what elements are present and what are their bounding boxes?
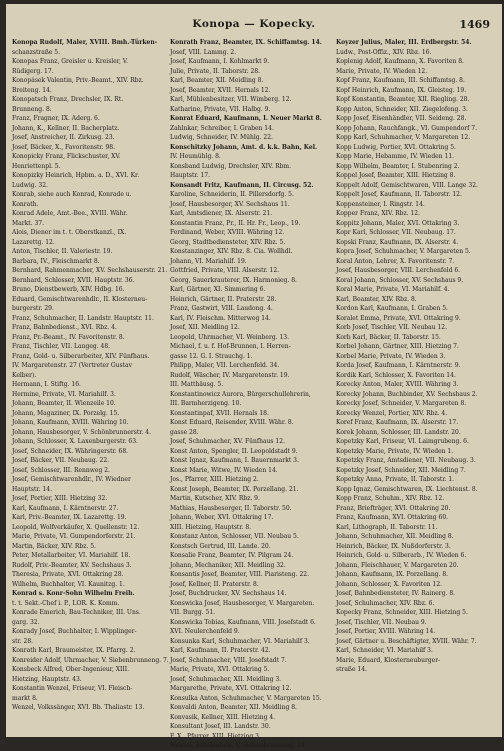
column-1 bbox=[12, 38, 169, 713]
directory-entry: Wilhelm, Buchhalter, VI. Kaunitzg. 1. bbox=[12, 580, 125, 588]
directory-entry: Josef, Gemischtwarenhdlr., IV. Wiedner bbox=[12, 476, 131, 483]
directory-entry: Franz, Schuhmacher, II. Landstr. Hauptstr. 11. bbox=[12, 314, 154, 322]
directory-entry: F. X., Pfarrer, XIII. Hietzing 3. bbox=[170, 732, 261, 740]
directory-entry: Kordon Karl, Kaufmann, I. Graben 5. bbox=[336, 305, 448, 312]
directory-entry: Wenzel, Volkssänger, XVI. Bb. Thaliastr. 13. bbox=[12, 704, 145, 711]
directory-entry: Konswicka Tobias, Kaufmann, VIII. Josefstadt 6. bbox=[170, 618, 316, 626]
directory-entry: Johann, Kaufmann, XVIII. Währing 10. bbox=[12, 419, 129, 426]
directory-entry: Konrath. bbox=[12, 200, 39, 208]
directory-entry: Rudolf, Wäscher, IV. Margaretenstr. 19. bbox=[170, 371, 290, 379]
directory-entry: Margarethe, Private, XVI. Ottakring 12. bbox=[170, 685, 292, 692]
directory-entry: VII. Burgg. 51. bbox=[170, 609, 216, 616]
directory-entry: Mathias, Hausbesorger, II. Taborstr. 50. bbox=[170, 504, 292, 512]
directory-entry: Kopf Heinrich, Kaufmann, IX. Gleisteg. 19. bbox=[336, 86, 467, 94]
directory-entry: Josef, Portier, XIII. Hietzing 32. bbox=[12, 495, 108, 502]
directory-entry: Konvasik, Kellner, XIII. Hietzing 4. bbox=[170, 713, 276, 721]
directory-entry: gasse 12. G. I. Strauchg. 1. bbox=[170, 352, 253, 360]
directory-entry: Philipp, Maler, VII. Lerchenfeld. 34. bbox=[170, 362, 280, 369]
directory-entry: Kordik Karl, Schlosser, X. Favoriten 14. bbox=[336, 371, 456, 379]
directory-entry: markt 8. bbox=[12, 694, 38, 702]
directory-entry: Josef, Kellner, II. Praterstr. 8. bbox=[170, 580, 259, 588]
directory-entry: XVI. Neulerchenfeld 9. bbox=[170, 628, 240, 635]
directory-entry: Korek Johann, Schlosser, III. Landstr. 20. bbox=[336, 428, 461, 436]
directory-entry: Konopas Franz, Greisler u. Kreisler, V. bbox=[12, 58, 128, 65]
directory-entry: Konsalie Franz, Beamter, IV. Pilgram 24. bbox=[170, 552, 294, 559]
directory-entry: Kopetzky Anna, Private, II. Taborstr. 1. bbox=[336, 476, 455, 483]
directory-entry: Josef, Schuhmacher, VIII. Josefstadt 7. bbox=[170, 656, 287, 664]
directory-entry: Koplenig Adolf, Kaufmann, X. Favoriten 8. bbox=[336, 58, 464, 65]
directory-entry: Kopf Konstantin, Beamter, XII. Riegling. 28. bbox=[336, 96, 470, 103]
directory-entry: Konrady Josef, Buchhalter, I. Wipplinger- bbox=[12, 628, 137, 635]
directory-entry: Konsband Ludwig, Drechsler, XIV. Rbm. bbox=[170, 162, 292, 170]
directory-entry: Johann, Mechaniker, XII. Meidling 32. bbox=[170, 561, 286, 569]
directory-entry: Hermine, Private, VI. Mariahilf. 3. bbox=[12, 390, 116, 398]
directory-entry: Konvaldi Anton, Beamter, XII. Meidling 8. bbox=[170, 704, 297, 711]
directory-entry: XIII. Hietzing, Hauptstr. 8. bbox=[170, 523, 252, 531]
directory-entry: Alois, Diener im t. t. Oberstkanzl., IX. bbox=[12, 229, 127, 236]
directory-entry: Koppensteiner, I. Ringstr. 14. bbox=[336, 200, 425, 208]
directory-entry: Josef, Schuhmacher, XII. Meidling 3. bbox=[170, 675, 282, 683]
directory-entry: Korecky Anton, Maler, XVIII. Währing 3. bbox=[336, 381, 459, 388]
directory-entry: Konopa Rudolf, Maler, XVIII. Bmh.-Türken- bbox=[12, 39, 158, 46]
directory-entry: Kopra Josef, Schuhmacher, V. Margareten 5. bbox=[336, 248, 471, 255]
directory-entry: Konstantin Franz, Pr., II. Hr. Fr., Leop., 19. bbox=[170, 219, 301, 227]
directory-entry: Koral Johann, Schlosser, XV. Sechshaus 9. bbox=[336, 276, 464, 284]
directory-entry: Josef, Bahnbediensteter, IV. Rainerg. 8. bbox=[336, 590, 456, 597]
directory-entry: III. Barmherzigeng. 10. bbox=[170, 400, 242, 407]
directory-entry: Johann, Kaufmann, IX. Porzellang. 8. bbox=[336, 571, 449, 578]
column-2 bbox=[170, 38, 320, 751]
directory-entry: Josef, Schuhmacher, XIV. Rbz. 6. bbox=[336, 599, 435, 607]
directory-entry: Konsulka Anton, Schuhmacher, V. Margareten 15. bbox=[170, 694, 322, 702]
directory-entry: Georg, Sauerkrauterer, IX. Harmonieg. 8. bbox=[170, 276, 297, 284]
page-header bbox=[6, 18, 502, 34]
directory-entry: Konstanz Anton, Schlosser, VII. Neubau 5. bbox=[170, 533, 299, 540]
directory-entry: Lazarettg. 12. bbox=[12, 238, 55, 246]
directory-entry: Theresia, Private, XVI. Ottakring 28. bbox=[12, 571, 124, 578]
directory-entry: Julie, Private, II. Taborstr. 28. bbox=[170, 67, 261, 75]
directory-entry: Kopper Franz, XIV. Rbz. 12. bbox=[336, 210, 421, 217]
directory-entry: Johann, Beamter, II. Wienzeile 10. bbox=[12, 400, 116, 407]
directory-entry: Josef, Tischler, VII. Neubau 9. bbox=[336, 618, 427, 626]
directory-entry: Koppelt Josef, Kaufmann, II. Taborstr. 12. bbox=[336, 191, 462, 198]
directory-entry: Koyzer Julius, Maler, III. Erdbergstr. 54. bbox=[336, 39, 472, 46]
directory-entry: Koppelt Adolf, Gemischtwaren, VIII. Lange 32. bbox=[336, 181, 478, 189]
directory-entry: Konrath Franz, Beamter, IX. Schiffamtsg. 14. bbox=[170, 39, 322, 46]
directory-entry: Kopp Franz, Schuhm., XIV. Rbz. 12. bbox=[336, 495, 445, 502]
directory-entry: Anton, Tischler, II. Valeriestr. 19. bbox=[12, 248, 113, 255]
directory-entry: Konrath Karl, Braumeister, IX. Pfarrg. 2. bbox=[12, 647, 136, 654]
directory-entry: Martin, Kutscher, XIV. Rbz. 9. bbox=[170, 495, 260, 502]
directory-entry: Marie, Eduard, Klosterneuburger- bbox=[336, 656, 441, 664]
directory-entry: Johann, Magaziner, IX. Porzelg. 15. bbox=[12, 409, 120, 417]
directory-entry: Marie, Private, IV. Wieden 12. bbox=[336, 67, 428, 75]
page-number: 1469 bbox=[459, 18, 490, 31]
directory-entry: Karl, Beamter, XIV. Rbz. 8. bbox=[336, 295, 417, 303]
column-3 bbox=[336, 38, 486, 675]
directory-entry: Kopetzky Josef, Schneider, XII. Meidling 7. bbox=[336, 466, 466, 474]
directory-entry: Konstsch Gertrud, III. Lande. 20. bbox=[170, 542, 271, 550]
page-header-title: Konopa — Kopecky. bbox=[192, 18, 316, 30]
directory-entry: Franz, Pr.-Beamt., IV. Favoritenstr. 8. bbox=[12, 333, 125, 341]
directory-entry: t. t. Sekt.-Chef i. P., LOR. K. Komm. bbox=[12, 599, 120, 607]
directory-entry: Konswicka Josef, Hausbesorger, V. Margareten. bbox=[170, 599, 315, 607]
directory-entry: Kopp Karl, Schuhmacher, V. Margareten 12. bbox=[336, 134, 471, 141]
directory-entry: Konst Marie, Witwe, IV. Wieden 14. bbox=[170, 466, 278, 474]
directory-entry: garg. 32. bbox=[12, 618, 40, 626]
directory-entry: Zahlnkar, Schreiber, I. Graben 14. bbox=[170, 124, 274, 132]
directory-entry: Konst Eduard, Reisender, XVIII. Währ. 8. bbox=[170, 419, 294, 426]
directory-entry: Bernhard, Schlosser, XVII. Hauptstr. 36. bbox=[12, 276, 135, 284]
directory-entry: Wenzel, Tabakfabrik, V. Siebenbrunneng. 14. bbox=[170, 742, 307, 749]
directory-entry: Josef, Hausbesorger, XV. Sechshaus 11. bbox=[170, 200, 290, 208]
directory-entry: Josef, Schlosser, III. Rennweg 2. bbox=[12, 466, 110, 474]
directory-entry: Kopski Franz, Kaufmann, IX. Alserstr. 4. bbox=[336, 238, 459, 246]
directory-entry: Konsultant Josef, III. Landstr. 30. bbox=[170, 723, 271, 730]
directory-entry: Josef, Gärtner u. Beschäftigter, XVIII. Währ. 7. bbox=[336, 637, 477, 645]
directory-entry: Koral Anton, Lehrer, X. Favoritenstr. 7. bbox=[336, 257, 455, 265]
directory-entry: Leopold, Uhrmacher, VI. Weinberg. 13. bbox=[170, 333, 290, 341]
directory-entry: IV. Heumühlg. 8. bbox=[170, 153, 221, 160]
directory-entry: Bernhard, Rahmenmacher, XV. Sechshauserstr. 21. bbox=[12, 267, 168, 274]
directory-entry: Kopr Karl, Schlosser, VII. Neubaug. 17. bbox=[336, 229, 456, 236]
directory-entry: Franz, Briefträger, XVI. Ottakring 20. bbox=[336, 504, 451, 512]
directory-entry: Konst Ignaz, Kaufmann, I. Bauernmarkt 3. bbox=[170, 457, 299, 464]
directory-entry: Karl, Amtsdiener, IX. Alserstr. 21. bbox=[170, 210, 273, 217]
directory-entry: Kopp Ignaz, Gemischtwaren, IX. Liechtenst. 8. bbox=[336, 485, 478, 493]
directory-page bbox=[6, 4, 502, 749]
directory-entry: Josef, Anstreicher, II. Zirkusg. 23. bbox=[12, 134, 115, 141]
directory-entry: Konopásek Valentin, Priv.-Beamt., XIV. Rbz. bbox=[12, 77, 144, 84]
directory-entry: Josef, Bäcker, VII. Neubaug. 22. bbox=[12, 457, 110, 464]
directory-entry: Josef, Kaufmann, I. Kohlmarkt 9. bbox=[170, 58, 270, 65]
directory-entry: Karl, IV. Fleischm. Mitterweg 14. bbox=[170, 314, 271, 322]
directory-entry: Kopp Josef, Eisenhändler, VII. Seideng. 28. bbox=[336, 115, 467, 122]
directory-entry: Korbel Johann, Gärtner, XIII. Hietzing 7. bbox=[336, 343, 459, 350]
directory-entry: Franz, Gold- u. Silberarbeiter, XIV. Fünfhaus. bbox=[12, 352, 150, 360]
directory-entry: Konstantinowicz Aurora, Bürgerschullehrerin, bbox=[170, 390, 311, 398]
directory-entry: straße 14. bbox=[336, 666, 367, 673]
directory-entry: Korecky Josef, Schneider, V. Margareten 8. bbox=[336, 400, 467, 407]
directory-entry: Rüdigerg. 17. bbox=[12, 67, 54, 75]
directory-entry: Kopetzky Marie, Private, IV. Wieden 1. bbox=[336, 447, 454, 455]
directory-entry: Konrad s. Konr-Sohn Wilhelm Freih. bbox=[12, 590, 135, 597]
directory-entry: Korda Josef, Kaufmann, I. Kärntnerstr. 9. bbox=[336, 362, 461, 369]
directory-entry: Marie, Private, VI. Gumpendorferstr. 21. bbox=[12, 533, 136, 540]
directory-entry: Kopetzky Franz, Amtsdiener, VII. Neubaug. 3. bbox=[336, 457, 476, 464]
directory-entry: schanzstraße 5. bbox=[12, 48, 61, 56]
directory-entry: Brunneng. 8. bbox=[12, 105, 52, 113]
directory-entry: Johann, Schlosser, X. Favoriten 12. bbox=[336, 580, 443, 588]
directory-entry: Konrade Emerich, Bau-Techniker, III. Uns. bbox=[12, 609, 141, 616]
directory-entry: Kopf Franz, Kaufmann, III. Schiffamtsg. 8. bbox=[336, 77, 465, 84]
directory-entry: Konopizky Heinrich, Hpbm. a. D., XVI. Kr. bbox=[12, 172, 140, 179]
directory-entry: Johann, Hausbesorger, V. Schönbrunnerstr. 4. bbox=[12, 428, 151, 436]
directory-entry: Kopp Marie, Hebamme, IV. Wieden 11. bbox=[336, 153, 455, 160]
directory-entry: Hermann, I. Stiftg. 16. bbox=[12, 381, 81, 388]
directory-entry: Kopp Ludwig, Portier, XVI. Ottakring 5. bbox=[336, 143, 456, 151]
directory-entry: Konsunka Karl, Schuhmacher, VI. Mariahilf 3. bbox=[170, 637, 310, 645]
directory-entry: Leopold, Wolfverkäufer, X. Quellenstr. 12. bbox=[12, 523, 140, 531]
directory-entry: Breiteng. 14. bbox=[12, 86, 52, 94]
directory-entry: Konsandt Fritz, Kaufmann, II. Circusg. 52. bbox=[170, 181, 314, 189]
directory-entry: Kelber). bbox=[12, 371, 37, 379]
directory-entry: Hietzing, Hauptstr. 43. bbox=[12, 675, 82, 683]
directory-entry: Peter, Metallarbeiter, VI. Mariahilf. 18. bbox=[12, 552, 131, 559]
directory-entry: Korb Josef, Tischler, VII. Neubau 12. bbox=[336, 324, 448, 331]
directory-entry: Bruno, Dienstbewerb, XIV. Hdbg. 16. bbox=[12, 286, 125, 293]
directory-entry: Karl, Gärtner, XI. Simmering 6. bbox=[170, 286, 266, 293]
directory-entry: Koppel Josef, Beamter, XIII. Hietzing 8. bbox=[336, 172, 456, 179]
directory-entry: III. Matthäusg. 5. bbox=[170, 381, 224, 388]
directory-entry: Koref Franz, Kaufmann, IX. Alserstr. 17. bbox=[336, 419, 459, 426]
directory-entry: Johann, VI. Mariahilf. 19. bbox=[170, 257, 247, 265]
directory-entry: Rudolf, Priv.-Beamter, XV. Sechshaus 3. bbox=[12, 561, 132, 569]
directory-entry: gasse 28. bbox=[170, 428, 199, 436]
directory-entry: Konstantinpaf, XVII. Hernals 18. bbox=[170, 409, 269, 417]
directory-entry: Karl, Beamter, XII. Meidling 8. bbox=[170, 77, 264, 84]
directory-entry: str. 28. bbox=[12, 637, 34, 645]
directory-entry: Konst Anton, Spengler, II. Leopoldstadt 9. bbox=[170, 447, 298, 455]
directory-entry: Karl, Mühlenbesitzer, VII. Wimberg. 12. bbox=[170, 96, 292, 103]
directory-entry: Heinrich, Gold- u. Silberarb., IV. Wieden 6. bbox=[336, 552, 467, 559]
directory-entry: Konstantin Wenzel, Friseur, VI. Fleisch- bbox=[12, 685, 133, 692]
directory-entry: Marie, Private, XVI. Ottakring 5. bbox=[170, 666, 270, 673]
directory-entry: Johann, Schlosser, X. Laxenburgerstr. 63. bbox=[12, 438, 138, 445]
directory-entry: Josef, Bäcker, X., Favoritenstr. 98. bbox=[12, 143, 116, 151]
directory-entry: Konopicky Franz, Flickschuster, XV. bbox=[12, 153, 121, 160]
directory-entry: Konsantis Josef, Beamter, VIII. Piaristeng. 22. bbox=[170, 571, 309, 578]
directory-entry: Johann, Weber, XVI. Ottakring 17. bbox=[170, 514, 274, 521]
directory-entry: Karl, Priv.-Beamter, IX. Lazarettg. 19. bbox=[12, 514, 127, 521]
directory-entry: Konrat Eduard, Kaufmann, I. Neuer Markt 8. bbox=[170, 115, 322, 122]
directory-entry: Korecky Wenzel, Portier, XIV. Rbz. 4. bbox=[336, 409, 448, 417]
directory-entry: Josef, Schneider, IX. Währingerstr. 68. bbox=[12, 447, 129, 455]
directory-entry: Konrad Adele, Amt.-Bee., XVIII. Währ. bbox=[12, 210, 128, 217]
directory-entry: Karl, Kaufmann, I. Kärntnerstr. 27. bbox=[12, 504, 119, 512]
directory-entry: Karl, Schneider, VI. Mariahilf 3. bbox=[336, 647, 433, 654]
directory-entry: Heinrich, Bäcker, IX. Nußdorferstr. 3. bbox=[336, 542, 451, 550]
directory-entry: Korecky Johann, Buchbinder, XV. Sechshaus 2. bbox=[336, 390, 478, 398]
directory-entry: Henriettenpl. 5. bbox=[12, 162, 61, 170]
directory-entry: Franz, Gastwirt, VIII. Laudong. 4. bbox=[170, 305, 273, 312]
directory-entry: Karoline, Schneiderin, II. Pillersdorfg. 5. bbox=[170, 191, 294, 198]
directory-entry: Kopecky Franz, Schneider, XIII. Hietzing 5. bbox=[336, 609, 468, 616]
directory-entry: Konschitzky Johann, Amt. d. k.k. Bahn, Kel. bbox=[170, 143, 318, 151]
directory-entry: Josef, XII. Meidling 12. bbox=[170, 324, 240, 331]
directory-entry: Josef, Beamter, XVII. Hernals 12. bbox=[170, 86, 271, 94]
directory-entry: Ludwig. 32. bbox=[12, 181, 48, 189]
directory-entry: burgerstr. 29. bbox=[12, 305, 54, 312]
directory-entry: Josef, Hausbesorger, VIII. Lerchenfeld 6. bbox=[336, 267, 461, 274]
directory-entry: Johann, K., Kellner, II. Bacherplatz. bbox=[12, 124, 120, 132]
directory-entry: Michael, f. u. f. Hof-Brunnen, I. Herren- bbox=[170, 343, 291, 350]
directory-entry: Barbara, IV., Fleischmarkt 8. bbox=[12, 257, 100, 265]
directory-entry: Markt. 37. bbox=[12, 219, 44, 227]
directory-entry: Johann, Fleischhauer, V. Margareten 20. bbox=[336, 561, 459, 569]
directory-entry: Korbel Marie, Private, IV. Wieden 3. bbox=[336, 352, 446, 360]
directory-entry: Konsbeck Alfred, Ober-Ingenieur, XIII. bbox=[12, 666, 130, 673]
directory-entry: Franz, Kaufmann, XVI. Ottakring 60. bbox=[336, 514, 449, 521]
directory-entry: Heinrich, Gärtner, II. Praterstr. 28. bbox=[170, 295, 277, 303]
directory-entry: Josef, Portier, XVIII. Währing 14. bbox=[336, 628, 436, 635]
directory-entry: Franz, Fragner, IX. Aderg. 6. bbox=[12, 115, 100, 122]
directory-entry: Konstanzinger, XIV. Rbz. 8. Cia. Wollhdl. bbox=[170, 248, 293, 255]
directory-entry: Josef, Schuhmacher, XV. Fünfhaus 12. bbox=[170, 438, 285, 445]
directory-entry: Eduard, Gemischtwarenhdlr., II. Klosterneu- bbox=[12, 295, 148, 303]
directory-entry: Johann, Schuhmacher, XII. Meidling 8. bbox=[336, 533, 454, 540]
directory-entry: Koral Marie, Private, VI. Mariahilf. 4. bbox=[336, 286, 450, 293]
directory-entry: Josef, Buchdrucker, XV. Sechshaus 14. bbox=[170, 590, 287, 597]
directory-entry: Georg, Stadtbediensteter, XIV. Rbz. 5. bbox=[170, 238, 286, 246]
directory-entry: Korb Karl, Bäcker, II. Taborstr. 15. bbox=[336, 333, 441, 341]
directory-entry: Kopp Anton, Schneider, XII. Ziegelofeng. 3. bbox=[336, 105, 468, 113]
directory-entry: Jos., Pfarrer, XIII. Hietzing 2. bbox=[170, 476, 259, 483]
directory-entry: Ludwig, Schneider, IV. Mühlg. 22. bbox=[170, 134, 273, 141]
directory-entry: Konopatsch Franz, Drechsler, IX. Rt. bbox=[12, 96, 124, 103]
directory-entry: Kopp Johann, Rauchfangk., VI. Gumpendorf 7. bbox=[336, 124, 477, 132]
directory-entry: Ferdinand, Weber, XVIII. Währing 12. bbox=[170, 229, 285, 236]
directory-entry: Hauptstr. 14. bbox=[12, 485, 52, 493]
directory-entry: IV. Margaretenstr. 27 (Vertreter Gustav bbox=[12, 362, 132, 369]
directory-entry: Konrab, siehe auch Konrad, Konrade u. bbox=[12, 191, 132, 198]
directory-entry: Koralet Emma, Private, XVI. Ottakring 9. bbox=[336, 314, 461, 322]
directory-entry: Franz, Tischler, VII. Langeg. 48. bbox=[12, 343, 111, 350]
directory-entry: Gottfried, Private, VIII. Alserstr. 12. bbox=[170, 267, 280, 274]
directory-entry: Franz, Bahnbedienst., XVI. Rbz. 4. bbox=[12, 324, 117, 331]
directory-entry: Koppitz Johann, Maler, XVI. Ottakring 3. bbox=[336, 219, 460, 227]
directory-entry: Karl, Kaufmann, II. Praterstr. 42. bbox=[170, 647, 271, 654]
directory-entry: Kopp Wilhelm, Beamter, I. Stubenring 2. bbox=[336, 162, 460, 170]
directory-entry: Josef, VIII. Lammg. 2. bbox=[170, 48, 237, 56]
directory-entry: Katharine, Private, VII. Halbg. 9. bbox=[170, 105, 271, 113]
directory-entry: Martin, Bäcker, XIV. Rbz. 5. bbox=[12, 542, 96, 550]
directory-entry: Kopetzky Karl, Friseur, VI. Laimgrubeng. 6. bbox=[336, 438, 469, 445]
directory-entry: Ludw., Post-Offiz., XIV. Rbz. 16. bbox=[336, 48, 432, 56]
directory-entry: Hauptstr. 17. bbox=[170, 172, 210, 179]
directory-entry: Konst Joseph, Beamter, IX. Porzellang. 21. bbox=[170, 485, 299, 493]
directory-entry: Konreider Adolf, Uhrmacher, V. Siebenbrunneng. 7. bbox=[12, 656, 169, 664]
directory-entry: Karl, Lithograph, II. Taborstr. 11. bbox=[336, 523, 438, 531]
